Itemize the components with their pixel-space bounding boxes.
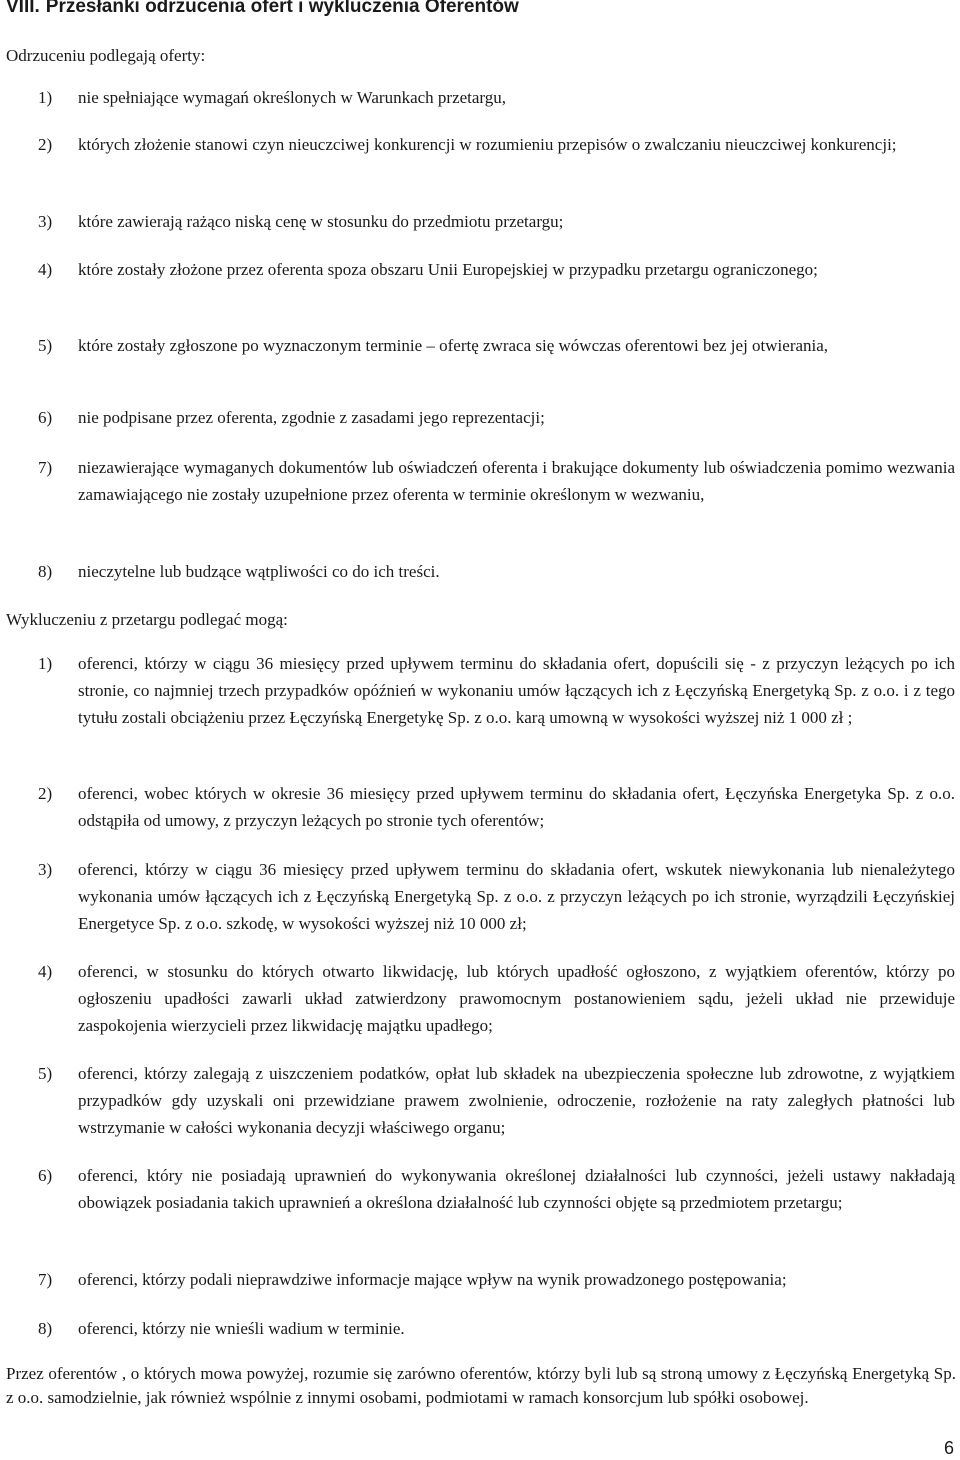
item-text: oferenci, który nie posiadają uprawnień do wykonywania określonej działalności lub czynności, jeżeli ustawy nakładają obowiązek posiadania takich uprawnień a określona działalność lub czynności objęte są przedmiotem przetargu; bbox=[78, 1166, 955, 1212]
rejection-item bbox=[38, 256, 955, 283]
item-number: 1) bbox=[38, 654, 53, 673]
item-number: 7) bbox=[38, 1270, 53, 1289]
rejection-item bbox=[38, 404, 955, 431]
item-text: oferenci, którzy podali nieprawdziwe informacje mające wpływ na wynik prowadzonego postępowania; bbox=[78, 1270, 787, 1289]
item-number: 4) bbox=[38, 260, 53, 279]
exclusion-item bbox=[38, 958, 955, 1039]
item-text: oferenci, którzy zalegają z uiszczeniem podatków, opłat lub składek na ubezpieczenia społeczne lub zdrowotne, z wyjątkiem przypadków gdy uzyskali oni przewidziane prawem zwolnienie, odroczenie, rozłożenie na raty zaległych płatności lub wstrzymanie w całości wykonania decyzji właściwego organu; bbox=[78, 1064, 955, 1137]
exclusion-item bbox=[38, 1315, 955, 1342]
item-text: oferenci, wobec których w okresie 36 miesięcy przed upływem terminu do składania ofert, Łęczyńska Energetyka Sp. z o.o. odstąpiła od umowy, z przyczyn leżących po stronie tych oferentów; bbox=[78, 784, 955, 830]
item-number: 4) bbox=[38, 962, 53, 981]
item-text: oferenci, którzy w ciągu 36 miesięcy przed upływem terminu do składania ofert, dopuścili się - z przyczyn leżących po ich stronie, co najmniej trzech przypadków opóźnień w wykonaniu umów łączących ich z Łęczyńską Energetyką Sp. z o.o. i z tego tytułu zostali obciążeniu przez Łęczyńską Energetykę Sp. z o.o. karą umowną w wysokości wyższej niż 1 000 zł ; bbox=[78, 654, 955, 727]
rejection-item bbox=[38, 131, 955, 158]
item-number: 8) bbox=[38, 1319, 53, 1338]
closing-paragraph: Przez oferentów , o których mowa powyżej, rozumie się zarówno oferentów, którzy byli lub są stroną umowy z Łęczyńską Energetyką Sp. z o.o. samodzielnie, jak również wspólnie z innymi osobami, podmiotami w ramach konsorcjum lub spółki osobowej. bbox=[6, 1364, 956, 1407]
section-title: Przesłanki odrzucenia ofert i wykluczenia Oferentów bbox=[45, 0, 519, 17]
item-text: oferenci, którzy nie wnieśli wadium w terminie. bbox=[78, 1319, 405, 1338]
item-number: 1) bbox=[38, 88, 53, 107]
item-number: 2) bbox=[38, 135, 53, 154]
item-text: nie spełniające wymagań określonych w Warunkach przetargu, bbox=[78, 88, 507, 107]
exclusion-item bbox=[38, 856, 955, 937]
item-text: które zawierają rażąco niską cenę w stosunku do przedmiotu przetargu; bbox=[78, 212, 564, 231]
page-number: 6 bbox=[943, 1438, 954, 1458]
item-text: nie podpisane przez oferenta, zgodnie z zasadami jego reprezentacji; bbox=[78, 408, 545, 427]
item-number: 5) bbox=[38, 336, 53, 355]
item-number: 2) bbox=[38, 784, 53, 803]
exclusion-item bbox=[38, 1060, 955, 1141]
item-text: oferenci, którzy w ciągu 36 miesięcy przed upływem terminu do składania ofert, wskutek niewykonania lub nienależytego wykonania umów łączących ich z Łęczyńską Energetyką Sp. z o.o. z przyczyn leżących po ich stronie, wyrządzili Łęczyńskiej Energetyce Sp. z o.o. szkodę, w wysokości wyższej niż 10 000 zł; bbox=[78, 860, 955, 933]
rejection-item bbox=[38, 454, 955, 508]
item-number: 7) bbox=[38, 458, 53, 477]
exclusion-item bbox=[38, 650, 955, 731]
item-number: 6) bbox=[38, 408, 53, 427]
item-text: które zostały zgłoszone po wyznaczonym terminie – ofertę zwraca się wówczas oferentowi bez jej otwierania, bbox=[78, 336, 829, 355]
exclusion-item bbox=[38, 780, 955, 834]
item-text: które zostały złożone przez oferenta spoza obszaru Unii Europejskiej w przypadku przetargu ograniczonego; bbox=[78, 260, 818, 279]
section-heading bbox=[6, 0, 519, 18]
item-number: 3) bbox=[38, 212, 53, 231]
item-text: niezawierające wymaganych dokumentów lub oświadczeń oferenta i brakujące dokumenty lub oświadczenia pomimo wezwania zamawiającego nie zostały uzupełnione przez oferenta w terminie określonym w wezwaniu, bbox=[78, 458, 955, 504]
section-number: VIII. bbox=[6, 0, 40, 17]
exclusion-item bbox=[38, 1162, 955, 1216]
item-number: 8) bbox=[38, 562, 53, 581]
item-number: 6) bbox=[38, 1166, 53, 1185]
item-number: 3) bbox=[38, 860, 53, 879]
rejection-item bbox=[38, 558, 955, 585]
rejection-item bbox=[38, 332, 955, 359]
rejection-item bbox=[38, 208, 955, 235]
exclusion-item bbox=[38, 1266, 955, 1293]
item-text: oferenci, w stosunku do których otwarto likwidację, lub których upadłość ogłoszono, z wyjątkiem oferentów, którzy po ogłoszeniu upadłości zawarli układ zatwierdzony prawomocnym postanowieniem sądu, jeżeli układ nie przewiduje zaspokojenia wierzycieli przez likwidację majątku upadłego; bbox=[78, 962, 955, 1035]
rejection-intro: Odrzuceniu podlegają oferty: bbox=[6, 46, 206, 65]
item-number: 5) bbox=[38, 1064, 53, 1083]
item-text: nieczytelne lub budzące wątpliwości co do ich treści. bbox=[78, 562, 440, 581]
rejection-item bbox=[38, 84, 955, 111]
exclusion-intro: Wykluczeniu z przetargu podlegać mogą: bbox=[6, 610, 288, 629]
item-text: których złożenie stanowi czyn nieuczciwej konkurencji w rozumieniu przepisów o zwalczaniu nieuczciwej konkurencji; bbox=[78, 135, 897, 154]
